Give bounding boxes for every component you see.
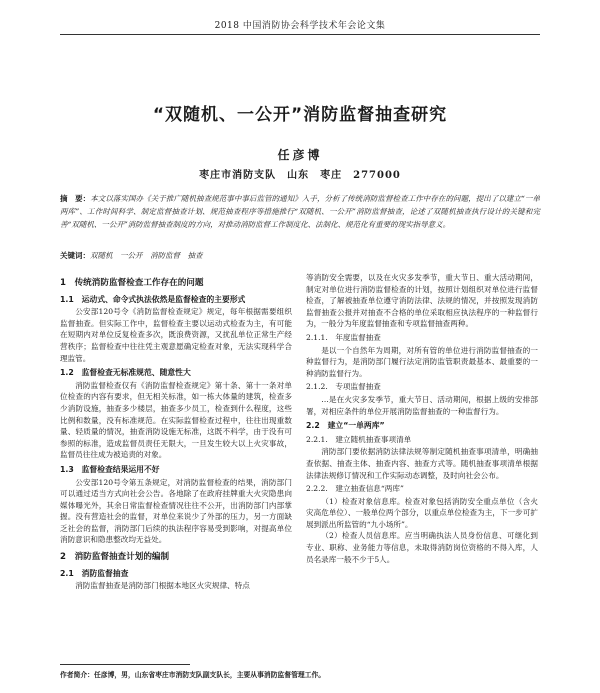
section-2-2-2-paragraph-1: （1）检查对象信息库。检查对象包括消防安全重点单位（含火灾高危单位）、一般单位两个部分，以重点单位检查为主，下一步可扩展到派出所监管的“九小场所”。 [306, 496, 538, 529]
section-2-2-2-heading: 2.2.2. 建立抽查信息“两库” [306, 484, 404, 494]
author-name: 任彦博 [277, 148, 323, 162]
right-column [306, 272, 538, 565]
section-2-2-2-paragraph-2: （2）检查人员信息库。应当明确执法人员身份信息、可继化到专业、职称、业务能力等信息，未取得消防岗位资格的不得入库，人员名录库一般不少于5人。 [306, 531, 538, 564]
author-footnote: 作者简介：任彦博，男，山东省枣庄市消防支队副支队长，主要从事消防监督管理工作。 [60, 671, 326, 679]
footnote-rule [60, 664, 190, 665]
section-1-3-paragraph: 公安部120号令第五条规定，对消防监督检查的结果，消防部门可以通过适当方式向社会公告。各地除了在政府挂牌重大火灾隐患向媒体曝光外，其余日常监督检查情况往往不公开，出消防部门内部掌握。没有营造社会的监督，对单位来说少了外部的压力，另一方面缺乏社会的监督，消防部门后续的执法程序容易受到影响，对提高单位消防意识和隐患整改均无益处。 [60, 477, 292, 545]
header-rule [60, 34, 540, 35]
section-2-1-continued: 等消防安全需要，以及在火灾多发季节，重大节日、重大活动期间，制定对单位进行消防监督检查的计划，按照计划组织对单位进行监督检查，了解被抽查单位遵守消防法律、法规的情况，并按照发现消防监督抽查公报并对抽查不合格的单位采取相应执法程序的一种监督行为，一般分为年度监督抽查和专项监督抽查两种。 [306, 273, 538, 329]
section-1-1-heading: 1.1 运动式、命令式执法依然是监督检查的主要形式 [60, 294, 246, 304]
section-2-1-2-paragraph: …是在火灾多发季节，重大节日、活动期间，根据上级的安排部署，对相应条件的单位开展消防监督抽查的一种监督行为。 [306, 394, 538, 416]
paper-title: “双随机、一公开”消防监督抽查研究 [152, 105, 448, 125]
section-2-2-heading: 2.2 建立“一单两库” [306, 421, 385, 431]
section-2-1-1-paragraph: 是以一个自然年为周期，对所有管的单位进行消防监督抽查的一种监督行为，是消防部门履行法定消防监管职责最基本、最重要的一种消防监督行为。 [306, 345, 538, 378]
section-2-2-1-heading: 2.2.1. 建立随机抽查事项清单 [306, 434, 412, 444]
running-header: 2018 中国消防协会科学技术年会论文集 [214, 21, 386, 31]
abstract-text: 本文以落实国办《关于推广随机抽查规范事中事后监管的通知》入手，分析了传统消防监督检查工作中存在的问题，提出了以建立“一单两库”、工作时间科学、制定监督抽查计划、规范抽查程序等措施推行“双随机、一公开”消防监督抽查，论述了双随机抽查执行设计的关键和完善“双随机、一公开”消防监督抽查制度的方向，对推动消防监督工作制度化、法制化、规范化有重要的现实指导意义。 [60, 194, 540, 229]
section-2-1-heading: 2.1 消防监督抽查 [60, 568, 129, 578]
section-2-1-2-heading: 2.1.2. 专项监督抽查 [306, 382, 381, 392]
section-2-heading: 2 消防监督抽查计划的编制 [60, 552, 170, 563]
section-1-3-heading: 1.3 监督检查结果运用不好 [60, 464, 160, 474]
author-affiliation: 枣庄市消防支队 山东 枣庄 277000 [199, 170, 401, 181]
section-1-2-paragraph: 消防监督检查仅有《消防监督检查规定》第十条、第十一条对单位检查的内容有要求，但无相关标准，如一栋大体量的建筑，检查多少消防设施，抽查多少楼层，抽查多少员工，检查到什么程度，这些比例和数量，没有标准规范。在实际监督检查过程中，往往出现重数量、轻质量的情况，抽查消防设施无标准，这既不科学，由于没有可参照的标准，造成监督员责任无限大，一旦发生较大以上火灾事故，监督员往往成为被追责的对象。 [60, 380, 292, 460]
abstract-label: 摘 要： [60, 194, 91, 203]
abstract [60, 192, 540, 231]
keywords-text: 双随机 一公开 消防监督 抽查 [90, 251, 203, 260]
section-1-1-paragraph: 公安部120号令《消防监督检查规定》规定，每年根据需要组织监督抽查。但实际工作中，监督检查主要以运动式检查为主，有可能在短期内对单位反复检查多次，既浪费资源，又扰乱单位正常生产经营秩序；监督检查中往往凭主观意愿确定检查对象，无法实现科学合理监管。 [60, 307, 292, 363]
section-1-2-heading: 1.2 监督检查无标准规范、随意性大 [60, 368, 191, 378]
left-column [60, 272, 292, 592]
section-2-2-1-paragraph: 消防部门要依据消防法律法规等制定随机抽查事项清单，明确抽查依据、抽查主体、抽查内容、抽查方式等。随机抽查事项清单根据法律法规修订情况和工作实际动态调整，及时向社会公布。 [306, 447, 538, 480]
section-1-heading: 1 传统消防监督检查工作存在的问题 [60, 278, 204, 288]
section-2-1-paragraph: 消防监督抽查是消防部门根据本地区火灾规律、特点 [75, 581, 250, 591]
keywords [60, 250, 540, 261]
keywords-label: 关键词： [60, 251, 90, 260]
section-2-1-1-heading: 2.1.1. 年度监督抽查 [306, 332, 381, 342]
